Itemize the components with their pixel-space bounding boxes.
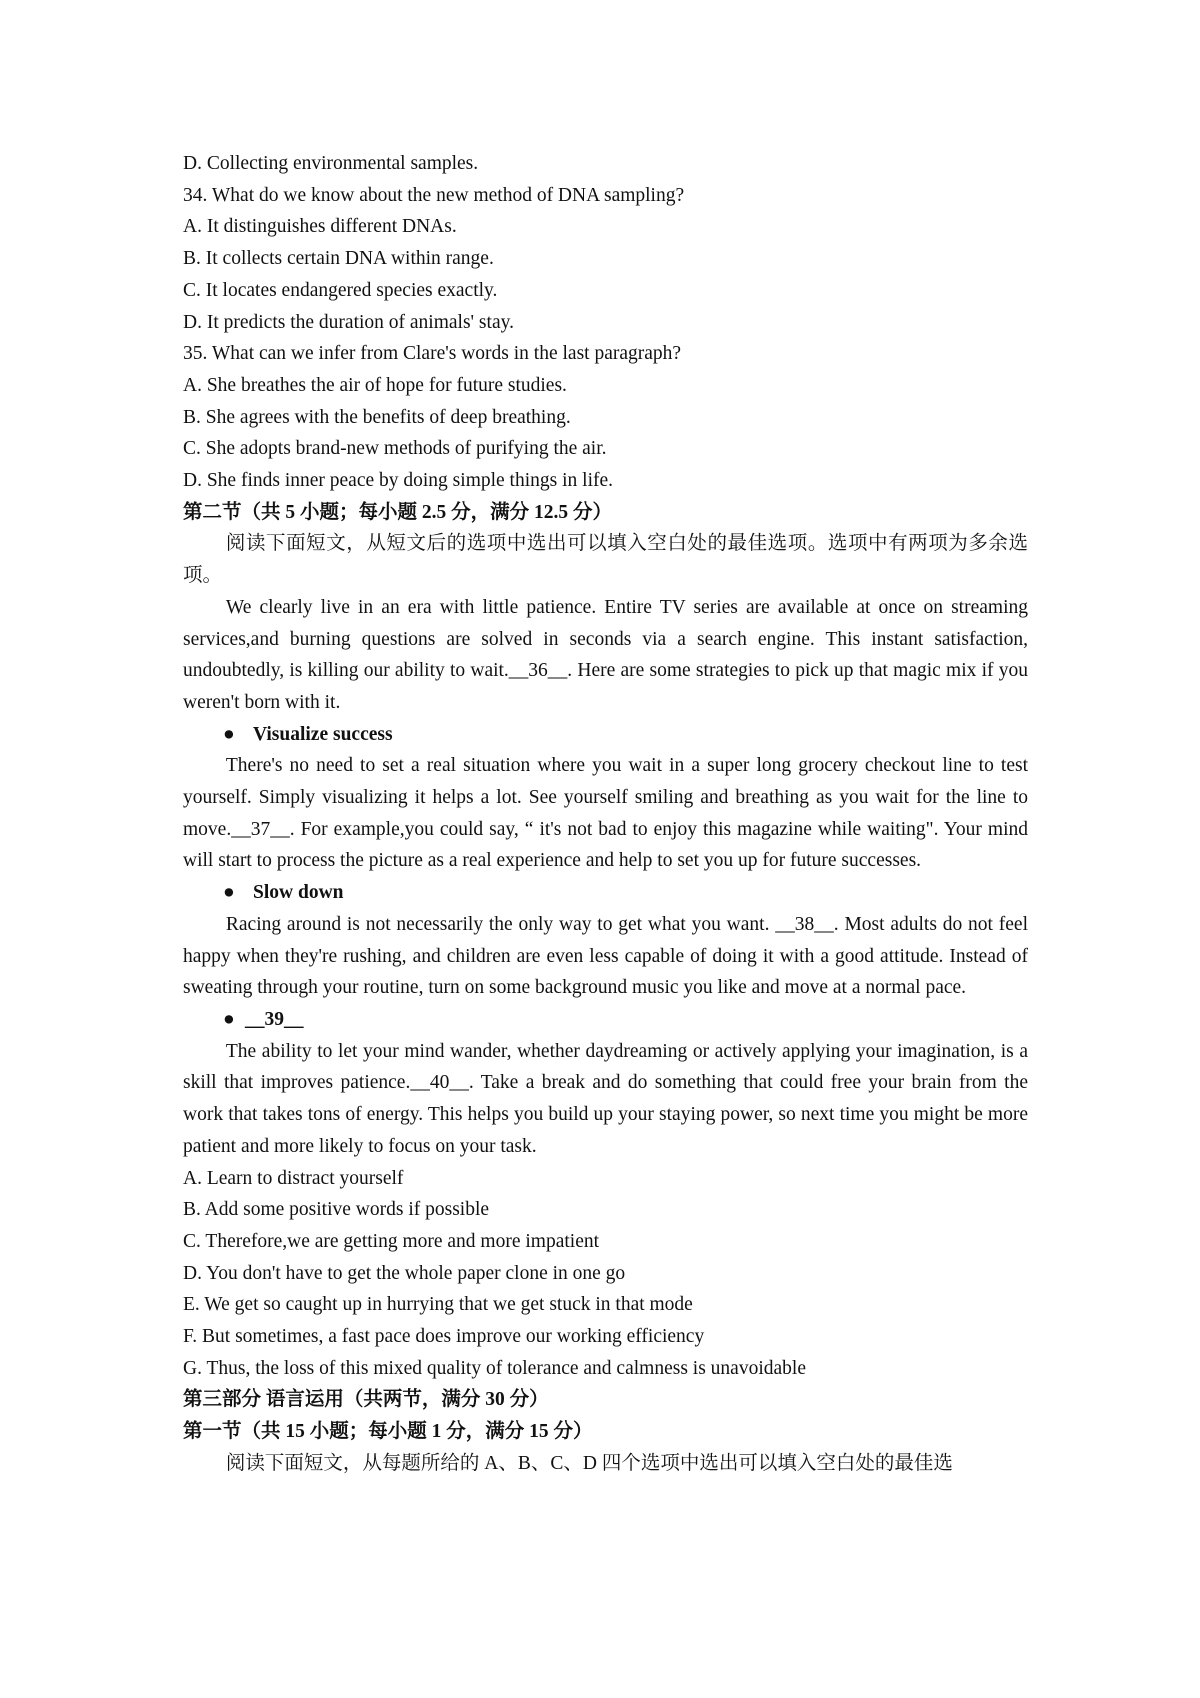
bullet-title: Slow down (253, 882, 344, 904)
bullet-heading-visualize (183, 719, 1028, 751)
q35-option-b: B. She agrees with the benefits of deep breathing. (183, 406, 571, 428)
bullet-heading-blank-39 (183, 1004, 1028, 1036)
bullet-title: __39__ (245, 1008, 304, 1030)
answer-option-b: B. Add some positive words if possible (183, 1199, 490, 1221)
q34-stem: 34. What do we know about the new method of DNA sampling? (183, 184, 685, 206)
q34-option-c: C. It locates endangered species exactly. (183, 279, 498, 301)
q35-option-d: D. She finds inner peace by doing simple things in life. (183, 470, 614, 492)
q35-stem: 35. What can we infer from Clare's words in the last paragraph? (183, 343, 682, 365)
passage-intro: We clearly live in an era with little patience. Entire TV series are available at once on streaming services,and burning questions are solved in seconds via a search engine. This instant satisfaction, undoubtedly, is killing our ability to wait.__36__. Here are some strategies to pick up that magic mix if you weren't born with it. (183, 596, 1028, 713)
q34-option-b: B. It collects certain DNA within range. (183, 248, 494, 270)
answer-option-a: A. Learn to distract yourself (183, 1167, 404, 1189)
answer-option-f: F. But sometimes, a fast pace does improve our working efficiency (183, 1326, 705, 1348)
bullet-icon: ● (223, 1008, 235, 1030)
bullet-heading-slow-down (183, 877, 1028, 909)
q33-option-d: D. Collecting environmental samples. (183, 153, 479, 174)
section2-heading: 第二节（共 5 小题；每小题 2.5 分，满分 12.5 分） (183, 501, 613, 523)
part3-section1-heading: 第一节（共 15 小题；每小题 1 分，满分 15 分） (183, 1421, 593, 1443)
section2-instruction: 阅读下面短文，从短文后的选项中选出可以填入空白处的最佳选项。选项中有两项为多余选项。 (183, 533, 1028, 587)
q35-option-c: C. She adopts brand-new methods of purifying the air. (183, 438, 607, 460)
answer-option-d: D. You don't have to get the whole paper clone in one go (183, 1262, 626, 1284)
answer-option-c: C. Therefore,we are getting more and more impatient (183, 1230, 600, 1252)
passage-visualize: There's no need to set a real situation where you wait in a super long grocery checkout line to test yourself. Simply visualizing it helps a lot. See yourself smiling and breathing as you wait for the line to move.__37__. For example,you could say, “ it's not bad to enjoy this magazine while waiting". Your mind will start to process the picture as a real experience and help to set you up for future successes. (183, 755, 1028, 872)
bullet-icon: ● (223, 882, 235, 904)
q34-option-d: D. It predicts the duration of animals' stay. (183, 311, 514, 333)
exam-page (183, 148, 1028, 1480)
passage-distract: The ability to let your mind wander, whether daydreaming or actively applying your imagination, is a skill that improves patience.__40__. Take a break and do something that could free your brain from the work that takes tons of energy. This helps you build up your staying power, so next time you might be more patient and more likely to focus on your task. (183, 1040, 1028, 1157)
answer-option-e: E. We get so caught up in hurrying that we get stuck in that mode (183, 1294, 693, 1316)
part3-section1-instruction: 阅读下面短文，从每题所给的 A、B、C、D 四个选项中选出可以填入空白处的最佳选 (225, 1452, 953, 1474)
passage-slow-down: Racing around is not necessarily the only way to get what you want. __38__. Most adults do not feel happy when they're rushing, and children are even less capable of doing it with a good attitude. Instead of sweating through your routine, turn on some background music you like and move at a normal pace. (183, 913, 1028, 999)
part3-heading: 第三部分 语言运用（共两节，满分 30 分） (183, 1389, 549, 1411)
bullet-icon: ● (223, 723, 235, 745)
bullet-title: Visualize success (253, 723, 393, 745)
answer-option-g: G. Thus, the loss of this mixed quality of tolerance and calmness is unavoidable (183, 1357, 806, 1379)
q34-option-a: A. It distinguishes different DNAs. (183, 216, 457, 238)
q35-option-a: A. She breathes the air of hope for future studies. (183, 374, 567, 396)
